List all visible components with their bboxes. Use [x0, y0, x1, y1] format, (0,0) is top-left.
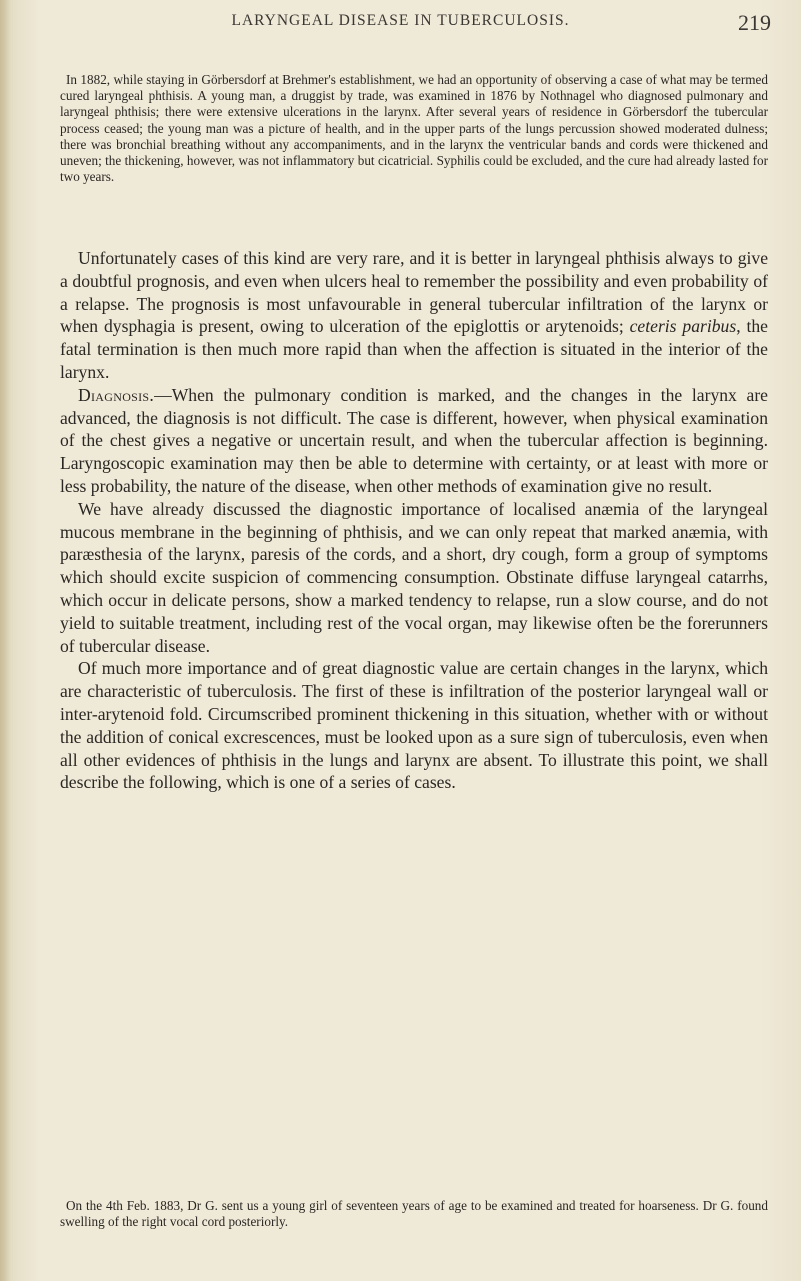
infiltration-paragraph: Of much more importance and of great diagnostic value are certain changes in the larynx, which are characteristic of tuberculosis. The first of these is infiltration of the posterior laryngeal wall or inter-arytenoid fold. Circumscribed prominent thickening in this situation, whether with or without the addition of conical excrescences, must be looked upon as a sure sign of tuberculosis, even when all other evidences of phthisis in the lungs and larynx are absent. To illustrate this point, we shall describe the following, which is one of a series of cases.	[60, 658, 768, 793]
diagnosis-text: —When the pulmonary condition is marked, and the changes in the larynx are advanced, the diagnosis is not difficult. The case is different, however, when physical examination of the chest gives a negative or uncertain result, and when the tubercular affection is beginning. Laryngoscopic examination may then be able to determine with certainty, or at least with more or less probability, the nature of the disease, when other methods of examination give no result.	[60, 384, 768, 496]
binding-shadow	[0, 0, 10, 1281]
prognosis-text-end: , the fatal termination is then much more rapid than when the affection is situated in the interior of the larynx.	[60, 316, 768, 382]
diagnosis-paragraph	[60, 384, 768, 498]
prognosis-text: Unfortunately cases of this kind are very rare, and it is better in laryngeal phthisis always to give a doubtful prognosis, and even when ulcers heal to remember the possibility and even probability of a relapse. The prognosis is most unfavourable in general tubercular infiltration of the larynx or when dysphagia is present, owing to ulceration of the epiglottis or arytenoids;	[60, 248, 768, 337]
running-head: LARYNGEAL DISEASE IN TUBERCULOSIS.	[231, 12, 570, 29]
prognosis-paragraph	[60, 247, 768, 384]
case-report-1883: On the 4th Feb. 1883, Dr G. sent us a young girl of seventeen years of age to be examined and treated for hoarseness. Dr G. found swelling of the right vocal cord posteriorly.	[60, 1198, 768, 1230]
page-number: 219	[738, 10, 771, 35]
case-report-1882: In 1882, while staying in Görbersdorf at Brehmer's establishment, we had an opportunity of observing a case of what may be termed cured laryngeal phthisis. A young man, a druggist by trade, was examined in 1876 by Nothnagel who diagnosed pulmonary and laryngeal phthisis; there were extensive ulcerations in the larynx. After several years of residence in Görbersdorf the tubercular process ceased; the young man was a picture of health, and in the upper parts of the lungs percussion showed moderated dulness; there was bronchial breathing without any accompaniments, and in the larynx the ventricular bands and cords were thickened and uneven; the thickening, however, was not inflammatory but cicatricial. Syphilis could be excluded, and the cure had already lasted for two years.	[60, 72, 768, 185]
page-header	[0, 10, 801, 42]
main-text	[60, 247, 768, 794]
latin-phrase: ceteris paribus	[629, 316, 737, 337]
anaemia-paragraph: We have already discussed the diagnostic importance of localised anæmia of the laryngeal mucous membrane in the beginning of phthisis, and we can only repeat that marked anæmia, with paræsthesia of the larynx, paresis of the cords, and a short, dry cough, form a group of symptoms which should excite suspicion of commencing consumption. Obstinate diffuse laryngeal catarrhs, which occur in delicate persons, show a marked tendency to relapse, run a slow course, and do not yield to suitable treatment, including rest of the vocal organ, may likewise often be the forerunners of tubercular disease.	[60, 498, 768, 656]
section-heading-diagnosis: Diagnosis.	[78, 384, 155, 405]
